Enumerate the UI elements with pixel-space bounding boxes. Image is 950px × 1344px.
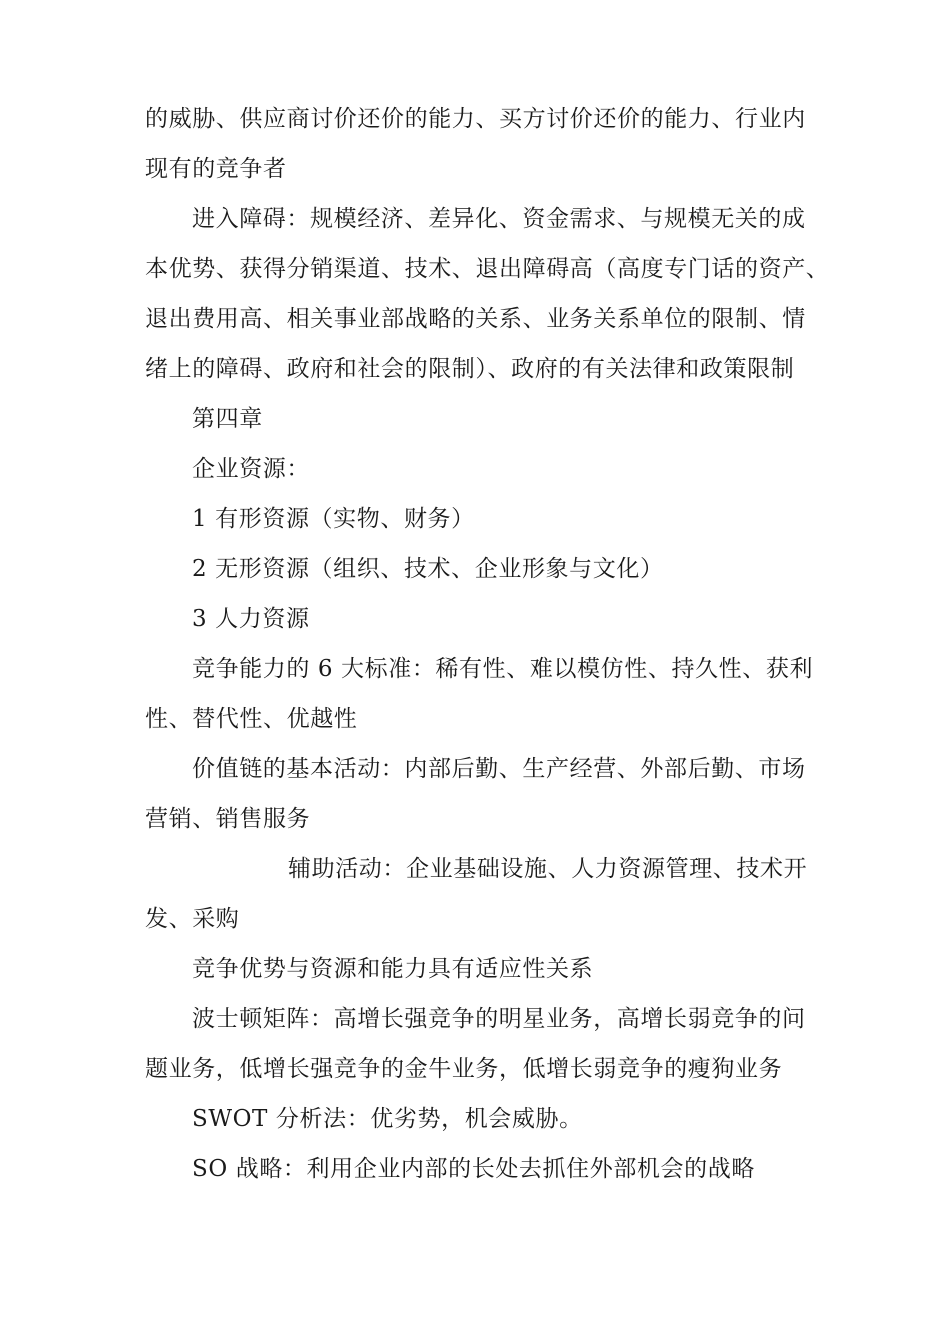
text-line: 2 无形资源（组织、技术、企业形象与文化） [192,556,664,582]
text-line: 波士顿矩阵：高增长强竞争的明星业务，高增长弱竞争的问 [192,1006,806,1032]
text-line: 价值链的基本活动：内部后勤、生产经营、外部后勤、市场 [192,756,806,782]
paragraph-enterprise-resources [145,444,817,494]
paragraph-value-chain-primary [145,744,817,844]
paragraph-value-chain-support [145,844,817,944]
paragraph-so-strategy [145,1144,817,1194]
text-line: 绪上的障碍、政府和社会的限制）、政府的有关法律和政策限制 [145,356,795,382]
list-item-tangible [145,494,817,544]
text-line: 退出费用高、相关事业部战略的关系、业务关系单位的限制、情 [145,306,806,332]
list-item-intangible [145,544,817,594]
text-line: SO 战略：利用企业内部的长处去抓住外部机会的战略 [192,1156,755,1182]
text-line: 性、替代性、优越性 [145,706,358,732]
paragraph-competitiveness-standards [145,644,817,744]
text-line: 营销、销售服务 [145,806,311,832]
text-line: 企业资源： [192,456,310,482]
text-line: 辅助活动：企业基础设施、人力资源管理、技术开 [288,856,808,882]
paragraph-bcg-matrix [145,994,817,1094]
document-body [145,94,830,1194]
text-line: 本优势、获得分销渠道、技术、退出障碍高（高度专门话的资产、 [145,256,830,282]
text-line: 1 有形资源（实物、财务） [192,506,475,532]
paragraph-threats [145,94,817,194]
text-line: 现有的竞争者 [145,156,287,182]
paragraph-entry-barriers [145,194,830,394]
text-line: 进入障碍：规模经济、差异化、资金需求、与规模无关的成 [192,206,806,232]
text-line: 发、采购 [145,906,240,932]
paragraph-swot [145,1094,817,1144]
text-line: 的威胁、供应商讨价还价的能力、买方讨价还价的能力、行业内 [145,106,806,132]
text-line: SWOT 分析法：优劣势，机会威胁。 [192,1106,583,1132]
text-line: 第四章 [192,406,263,432]
text-line: 竞争能力的 6 大标准：稀有性、难以模仿性、持久性、获利 [192,656,814,682]
chapter-heading [145,394,817,444]
text-line: 题业务，低增长强竞争的金牛业务，低增长弱竞争的瘦狗业务 [145,1056,783,1082]
list-item-human [145,594,817,644]
paragraph-competitive-advantage [145,944,817,994]
text-line: 3 人力资源 [192,606,310,632]
text-line: 竞争优势与资源和能力具有适应性关系 [192,956,594,982]
